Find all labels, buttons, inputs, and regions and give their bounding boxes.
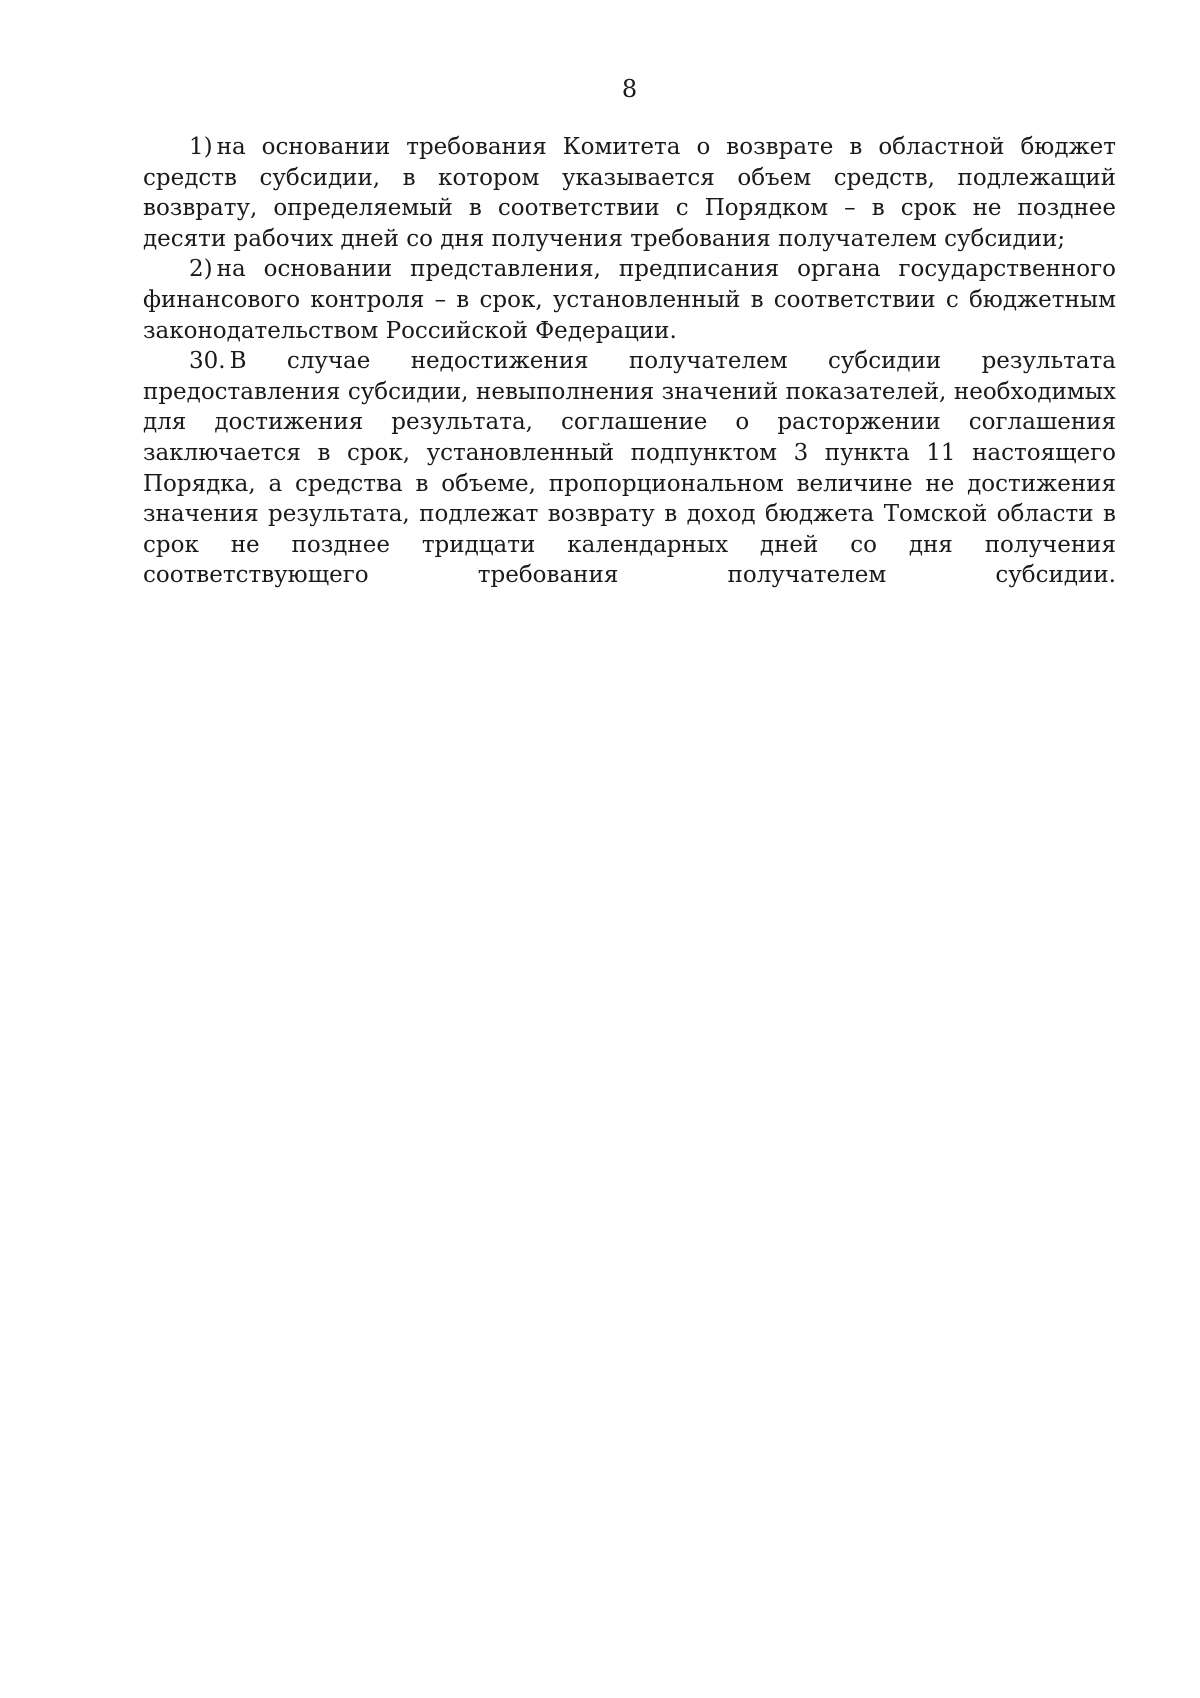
paragraph-30 <box>143 346 1116 591</box>
paragraph-text: на основании представления, предписания органа государственного финансового контроля – в срок, установленный в соответствии с бюджетным законодательством Российской Федерации. <box>143 256 1116 344</box>
paragraph-number: 1) <box>189 134 213 160</box>
paragraph-text: В случае недостижения получателем субсидии результата предоставления субсидии, невыполнения значений показателей, необходимых для достижения результата, соглашение о расторжении соглашения заключается в срок, установленный подпунктом 3 пункта 11 настоящего Порядка, а средства в объеме, пропорциональном величине не достижения значения результата, подлежат возврату в доход бюджета Томской области в срок не позднее тридцати календарных дней со дня получения соответствующего требования получателем субсидии. <box>143 348 1116 589</box>
page-number: 8 <box>621 75 638 103</box>
paragraph-number: 2) <box>189 256 213 283</box>
document-body <box>143 132 1116 591</box>
paragraph-number: 30. <box>189 348 226 375</box>
paragraph-1 <box>143 132 1116 254</box>
paragraph-text: на основании требования Комитета о возврате в областной бюджет средств субсидии, в котором указывается объем средств, подлежащий возврату, определяемый в соответствии с Порядком – в срок не позднее десяти рабочих дней со дня получения требования получателем субсидии; <box>143 134 1116 252</box>
paragraph-2 <box>143 254 1116 346</box>
